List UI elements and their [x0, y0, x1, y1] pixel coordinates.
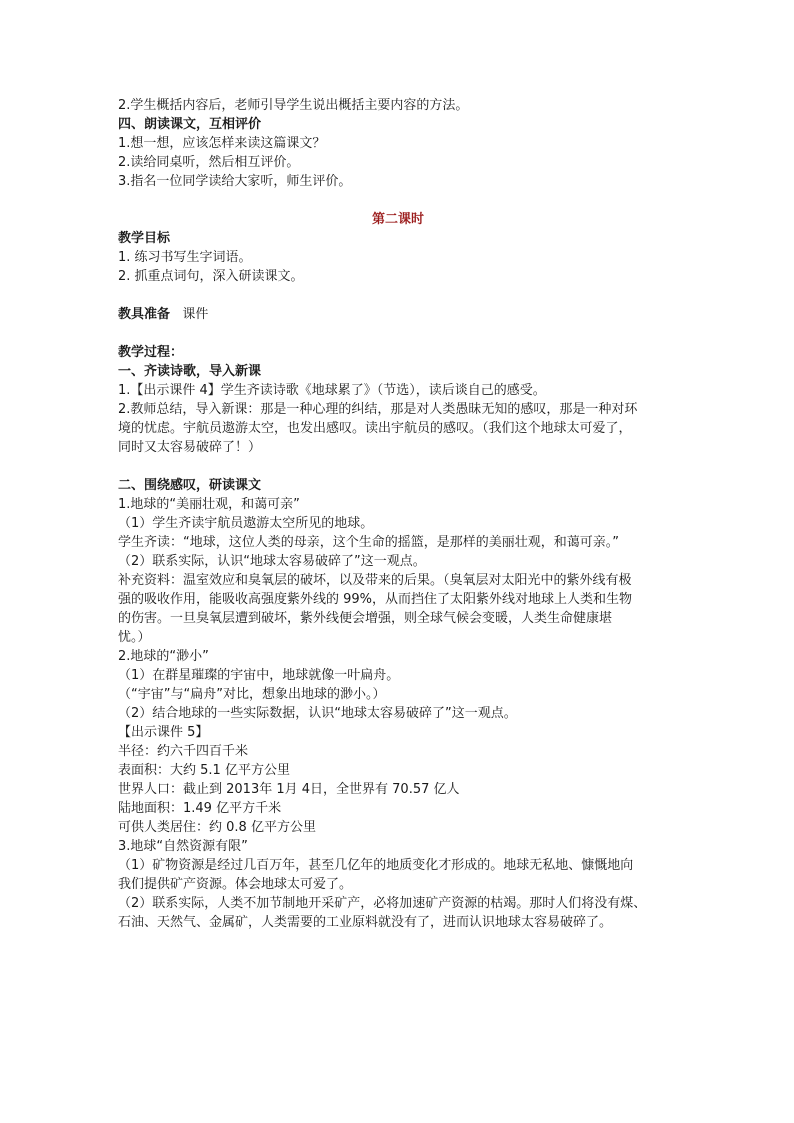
- text-line: 3.指名一位同学读给大家听，师生评价。: [118, 174, 352, 189]
- section-heading: 四、朗读课文，互相评价: [118, 117, 262, 132]
- text-line: 忧。）: [118, 630, 151, 645]
- text-line: 2.教师总结，导入新课：那是一种心理的纠结，那是对人类愚昧无知的感叹，那是一种对环: [118, 402, 638, 417]
- text-line: 1.【出示课件 4】学生齐读诗歌《地球累了》（节选），读后谈自己的感受。: [118, 383, 546, 398]
- text-line: 强的吸收作用，能吸收高强度紫外线的 99%，从而挡住了太阳紫外线对地球上人类和生物: [118, 592, 633, 607]
- text-line: 境的忧虑。宇航员遨游太空，也发出感叹。读出宇航员的感叹。（我们这个地球太可爱了，: [118, 421, 632, 436]
- text-line: 补充资料：温室效应和臭氧层的破坏，以及带来的后果。（臭氧层对太阳光中的紫外线有极: [118, 573, 632, 588]
- text-line: 我们提供矿产资源。体会地球太可爱了。: [118, 877, 353, 892]
- text-line: 学生齐读：“地球，这位人类的母亲，这个生命的摇篮，是那样的美丽壮观，和蔼可亲。”: [118, 535, 619, 550]
- data-line: 可供人类居住：约 0.8 亿平方公里: [118, 820, 316, 835]
- goal-item: 1. 练习书写生字词语。: [118, 250, 252, 265]
- prep-heading: 教具准备: [118, 307, 171, 322]
- text-line: 2.学生概括内容后，老师引导学生说出概括主要内容的方法。: [118, 98, 469, 113]
- section-heading: 一、齐读诗歌，导入新课: [118, 364, 262, 379]
- data-line: 陆地面积：1.49 亿平方千米: [118, 801, 282, 816]
- goal-item: 2. 抓重点词句，深入研读课文。: [118, 269, 304, 284]
- lesson-title: 第二课时: [371, 212, 424, 227]
- text-line: 同时又太容易破碎了！）: [118, 440, 262, 455]
- text-line: 1.想一想，应该怎样来读这篇课文？: [118, 136, 326, 151]
- data-line: 半径：约六千四百千米: [118, 744, 249, 759]
- text-line: （2）联系实际，认识“地球太容易破碎了”这一观点。: [118, 554, 426, 569]
- prep-value: 课件: [182, 307, 209, 322]
- text-line: 2.读给同桌听，然后相互评价。: [118, 155, 300, 170]
- text-line: 【出示课件 5】: [118, 725, 209, 740]
- text-line: （“宇宙”与“扁舟”对比，想象出地球的渺小。）: [118, 687, 386, 702]
- text-line: （1）学生齐读宇航员遨游太空所见的地球。: [118, 516, 374, 531]
- data-line: 世界人口：截止到 2013年 1月 4日，全世界有 70.57 亿人: [118, 782, 460, 797]
- goals-heading: 教学目标: [118, 231, 171, 246]
- data-line: 表面积：大约 5.1 亿平方公里: [118, 763, 290, 778]
- prep-line: [118, 305, 678, 324]
- text-line: （2）联系实际，人类不加节制地开采矿产，必将加速矿产资源的枯竭。那时人们将没有煤、: [118, 896, 647, 911]
- text-line: 的伤害。一旦臭氧层遭到破坏，紫外线便会增强，则全球气候会变暖，人类生命健康堪: [118, 611, 613, 626]
- text-line: 2.地球的“渺小”: [118, 649, 209, 664]
- text-line: 3.地球“自然资源有限”: [118, 839, 248, 854]
- text-line: （2）结合地球的一些实际数据，认识“地球太容易破碎了”这一观点。: [118, 706, 517, 721]
- text-line: 1.地球的“美丽壮观，和蔼可亲”: [118, 497, 300, 512]
- document-page: [118, 96, 678, 932]
- text-line: 石油、天然气、金属矿，人类需要的工业原料就没有了，进而认识地球太容易破碎了。: [118, 915, 613, 930]
- text-line: （1）在群星璀璨的宇宙中，地球就像一叶扁舟。: [118, 668, 400, 683]
- section-heading: 二、围绕感叹，研读课文: [118, 478, 262, 493]
- text-line: （1）矿物资源是经过几百万年，甚至几亿年的地质变化才形成的。地球无私地、慷慨地向: [118, 858, 634, 873]
- process-heading: 教学过程：: [118, 345, 184, 360]
